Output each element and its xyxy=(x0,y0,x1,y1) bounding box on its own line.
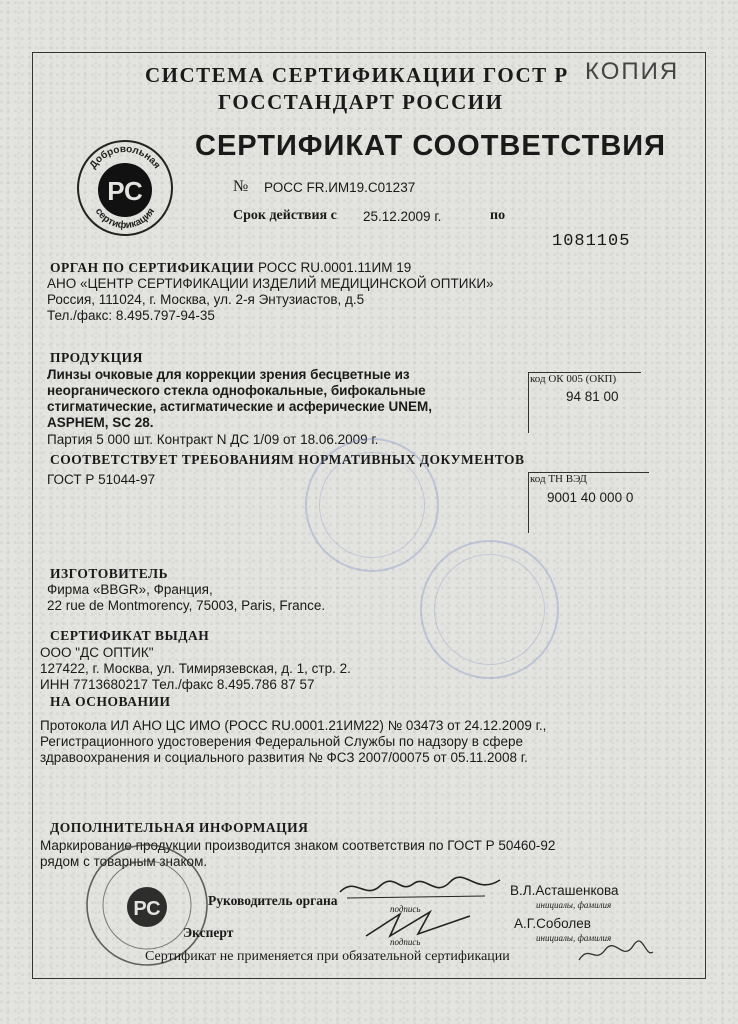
head-label: Руководитель органа xyxy=(208,893,338,908)
cert-body-name: АНО «ЦЕНТР СЕРТИФИКАЦИИ ИЗДЕЛИЙ МЕДИЦИНСКОЙ ОПТИКИ» xyxy=(47,276,494,291)
faint-stamp-1 xyxy=(305,438,439,572)
issued-heading: СЕРТИФИКАТ ВЫДАН xyxy=(50,628,210,643)
basis-heading: НА ОСНОВАНИИ xyxy=(50,694,171,709)
expert-name-caption: инициалы, фамилия xyxy=(536,933,612,943)
footer-note: Сертификат не применяется при обязательной сертификации xyxy=(145,949,510,964)
copy-mark: КОПИЯ xyxy=(585,58,680,85)
gost-logo-icon xyxy=(75,138,175,238)
gost-logo xyxy=(75,138,175,238)
logo-arc-bottom: сертификация xyxy=(92,206,158,232)
head-name-caption: инициалы, фамилия xyxy=(536,900,612,910)
faint-stamp-2 xyxy=(420,540,559,679)
blank-number: 1081105 xyxy=(552,232,631,251)
product-heading: ПРОДУКЦИЯ xyxy=(50,350,143,365)
conformity-standard: ГОСТ Р 51044-97 xyxy=(47,472,156,487)
document-title: СЕРТИФИКАТ СООТВЕТСТВИЯ xyxy=(195,130,666,162)
head-name: В.Л.Асташенкова xyxy=(510,883,619,898)
product-line-4: ASPHEM, SC 28. xyxy=(47,415,154,430)
product-batch: Партия 5 000 шт. Контракт N ДС 1/09 от 18.06.2009 г. xyxy=(47,432,379,447)
system-title: СИСТЕМА СЕРТИФИКАЦИИ ГОСТ Р xyxy=(145,63,569,87)
okp-code-value: 94 81 00 xyxy=(566,389,619,404)
additional-line-1: Маркирование продукции производится знаком соответствия по ГОСТ Р 50460-92 xyxy=(40,838,556,853)
expert-sign-caption: подпись xyxy=(390,937,421,947)
logo-letters: РС xyxy=(107,176,143,206)
basis-line-1: Протокола ИЛ АНО ЦС ИМО (РОСС RU.0001.21ИМ22) № 03473 от 24.12.2009 г., xyxy=(40,718,547,733)
basis-line-3: здравоохранения и социального развития № ФСЗ 2007/00075 от 05.11.2008 г. xyxy=(40,750,528,765)
signature-icon xyxy=(575,938,655,968)
validity-to-label: по xyxy=(490,208,506,223)
product-line-1: Линзы очковые для коррекции зрения бесцветные из xyxy=(47,367,410,382)
product-line-2: неорганического стекла однофокальные, бифокальные xyxy=(47,383,426,398)
tnved-code-value: 9001 40 000 0 xyxy=(547,490,634,505)
agency-title: ГОССТАНДАРТ РОССИИ xyxy=(218,90,504,114)
tnved-code-label: код ТН ВЭД xyxy=(530,473,587,485)
manufacturer-line-1: Фирма «BBGR», Франция, xyxy=(47,582,213,597)
basis-line-2: Регистрационного удостоверения Федеральной Службы по надзору в сфере xyxy=(40,734,524,749)
head-signature xyxy=(335,872,505,904)
cert-body-address: Россия, 111024, г. Москва, ул. 2-я Энтузиастов, д.5 xyxy=(47,292,365,307)
expert-name: А.Г.Соболев xyxy=(514,916,591,931)
additional-heading: ДОПОЛНИТЕЛЬНАЯ ИНФОРМАЦИЯ xyxy=(50,820,309,835)
manufacturer-heading: ИЗГОТОВИТЕЛЬ xyxy=(50,566,169,581)
head-sign-caption: подпись xyxy=(390,904,421,914)
logo-arc-top: Добровольная xyxy=(87,143,163,171)
cert-body-reg: РОСС RU.0001.11ИМ 19 xyxy=(258,260,412,275)
footer-signature xyxy=(575,938,655,968)
issued-line-2: 127422, г. Москва, ул. Тимирязевская, д. 1, стр. 2. xyxy=(40,661,351,676)
certificate-number: РОСС FR.ИМ19.С01237 xyxy=(264,180,416,195)
product-line-3: стигматические, астигматические и асферические UNEM, xyxy=(47,399,433,414)
signature-icon xyxy=(335,872,505,904)
okp-code-label: код ОК 005 (ОКП) xyxy=(530,373,617,385)
manufacturer-line-2: 22 rue de Montmorency, 75003, Paris, France. xyxy=(47,598,326,613)
validity-label: Срок действия с xyxy=(233,208,337,223)
cert-body-phone: Тел./факс: 8.495.797-94-35 xyxy=(47,308,215,323)
seal-letters: РС xyxy=(133,898,161,920)
cert-body-heading: ОРГАН ПО СЕРТИФИКАЦИИ xyxy=(50,260,255,275)
expert-label: Эксперт xyxy=(183,925,234,940)
number-label: № xyxy=(233,178,249,195)
conformity-heading: СООТВЕТСТВУЕТ ТРЕБОВАНИЯМ НОРМАТИВНЫХ ДОКУМЕНТОВ xyxy=(50,452,525,467)
issued-line-3: ИНН 7713680217 Тел./факс 8.495.786 87 57 xyxy=(40,677,315,692)
validity-from: 25.12.2009 г. xyxy=(363,209,442,224)
additional-line-2: рядом с товарным знаком. xyxy=(40,854,208,869)
issued-line-1: ООО "ДС ОПТИК" xyxy=(40,645,154,660)
